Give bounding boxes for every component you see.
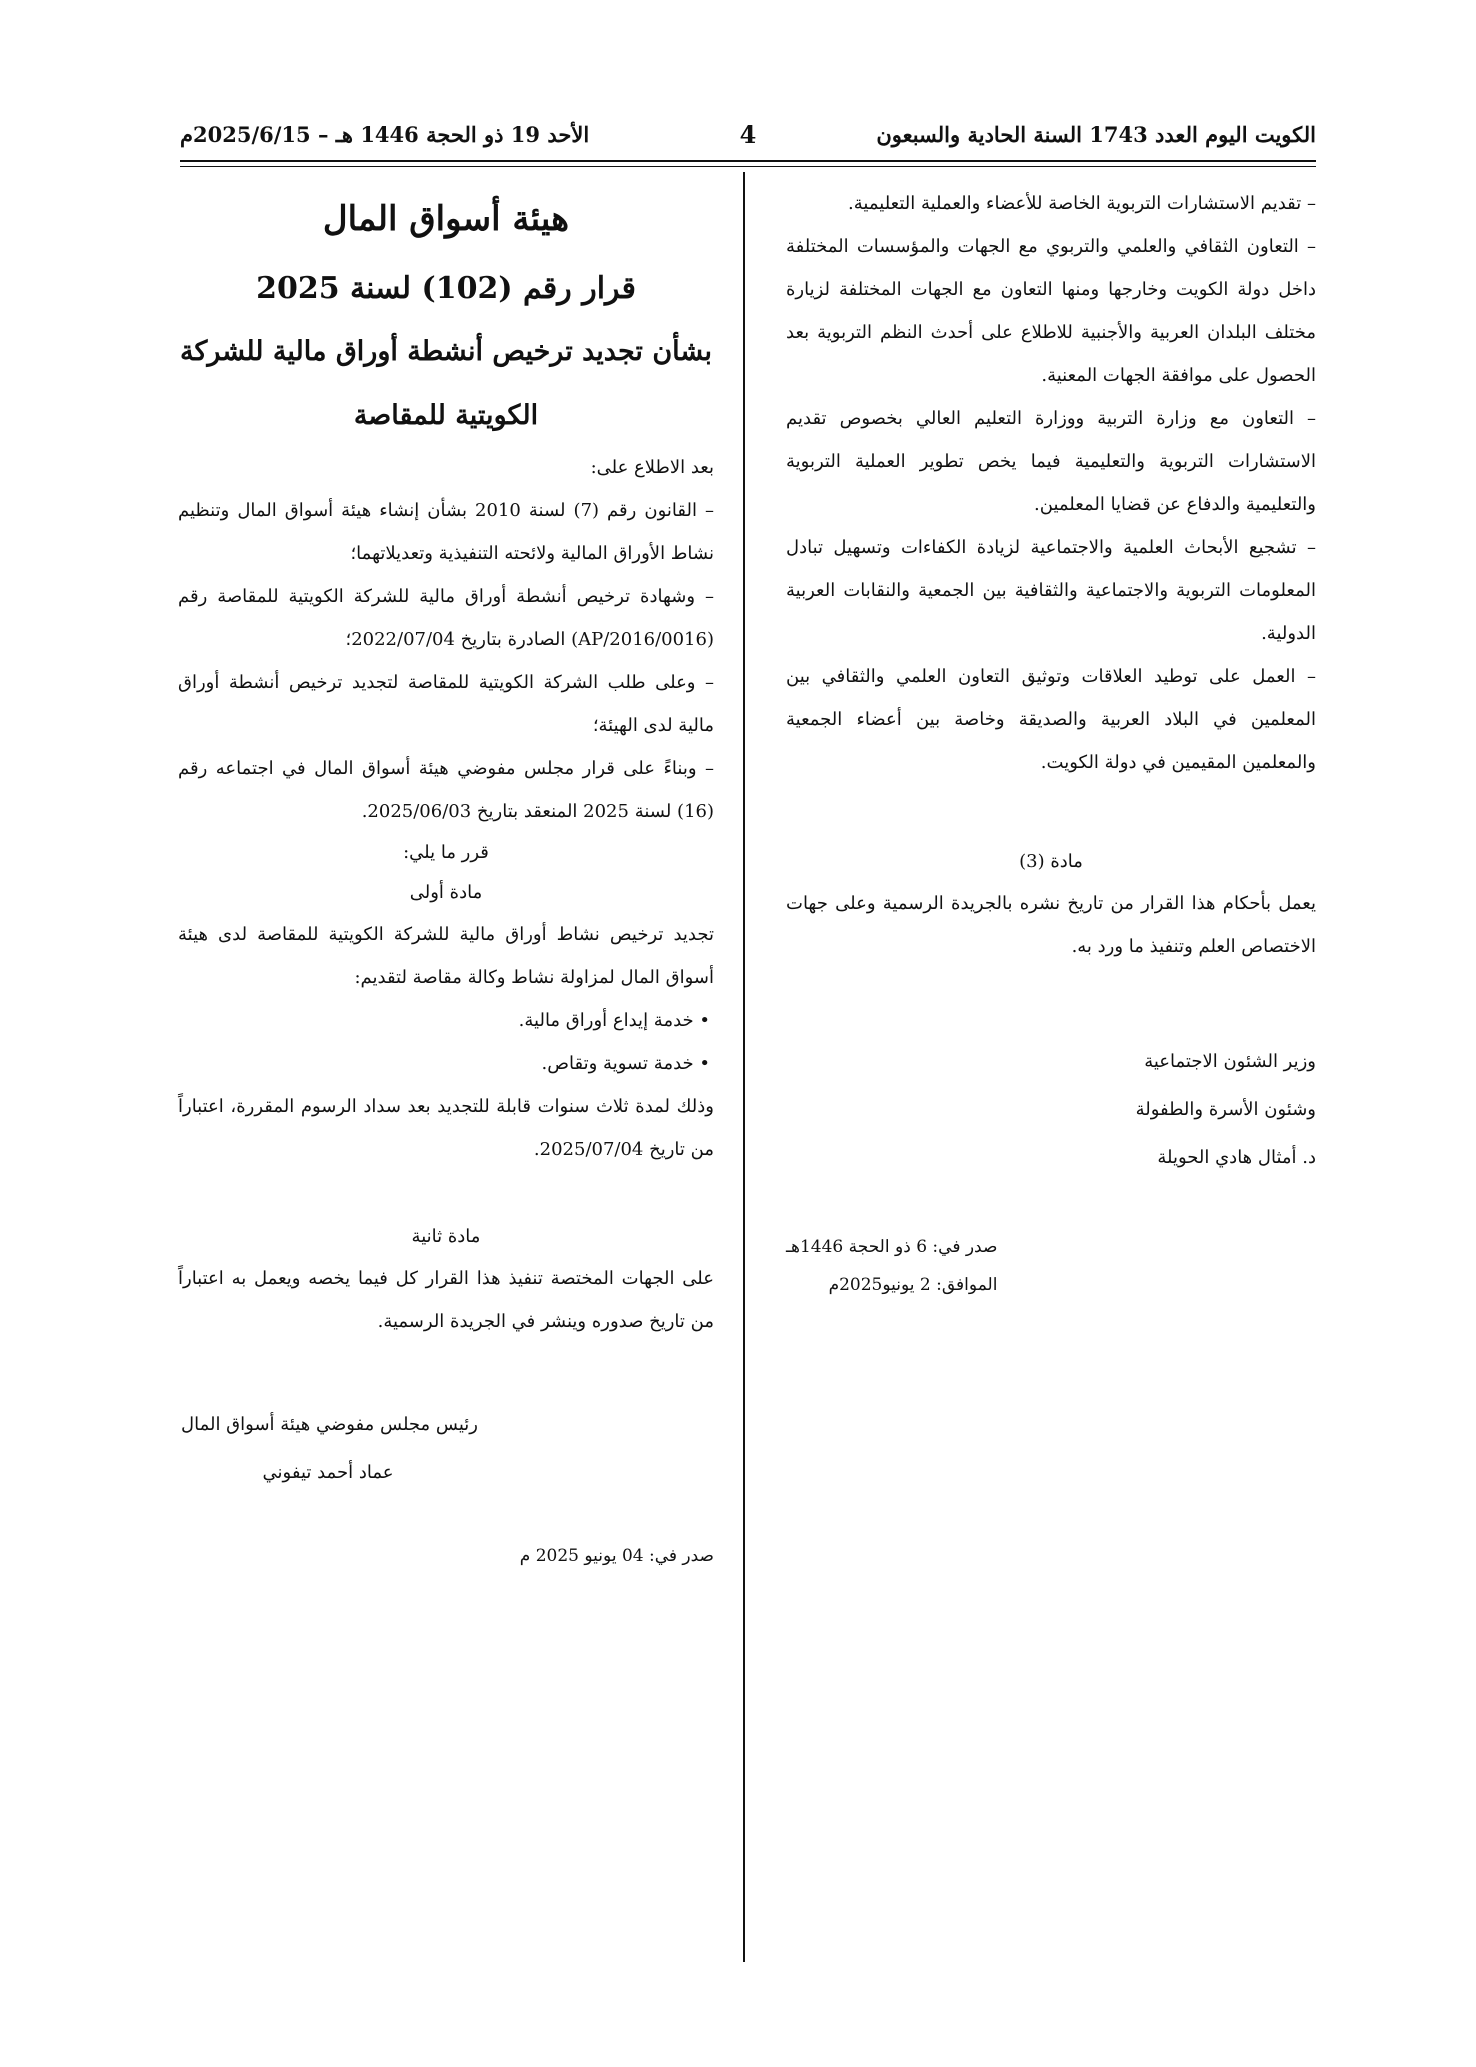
service-item: • خدمة إيداع أوراق مالية.	[518, 1010, 710, 1031]
recital: – وشهادة ترخيص أنشطة أوراق مالية للشركة الكويتية للمقاصة رقم (AP/2016/0016) الصادرة بتاريخ 2022/07/04؛	[178, 586, 714, 650]
chairman-name: عماد أحمد تيفوني	[262, 1462, 394, 1483]
decision-subject-line1: بشأن تجديد ترخيص أنشطة أوراق مالية للشركة	[180, 336, 712, 367]
recital: – وبناءً على قرار مجلس مفوضي هيئة أسواق المال في اجتماعه رقم (16) لسنة 2025 المنعقد بتاريخ 2025/06/03.	[178, 758, 714, 822]
gazette-issue-info: الكويت اليوم العدد 1743 السنة الحادية والسبعون	[876, 122, 1316, 147]
authority-title: هيئة أسواق المال	[322, 199, 570, 239]
service-item: • خدمة تسوية وتقاص.	[541, 1053, 710, 1074]
issued-hijri-date: صدر في: 6 ذو الحجة 1446هـ	[786, 1237, 998, 1257]
preamble: بعد الاطلاع على:	[590, 457, 714, 478]
header-rule-thick	[180, 160, 1316, 162]
recital: – القانون رقم (7) لسنة 2010 بشأن إنشاء هيئة أسواق المال وتنظيم نشاط الأوراق المالية ولائحته التنفيذية وتعديلاتهما؛	[178, 500, 714, 564]
article-2-text: على الجهات المختصة تنفيذ هذا القرار كل فيما يخصه ويعمل به اعتباراً من تاريخ صدوره وينشر في الجريدة الرسمية.	[178, 1268, 714, 1332]
minister-title-line1: وزير الشئون الاجتماعية	[1144, 1051, 1316, 1072]
page-number: 4	[739, 120, 757, 149]
column-divider	[743, 172, 745, 1962]
issued-date: صدر في: 04 يونيو 2025 م	[519, 1546, 714, 1566]
resolved-heading: قرر ما يلي:	[403, 842, 489, 863]
header-rule-thin	[180, 166, 1316, 167]
header-date: الأحد 19 ذو الحجة 1446 هـ – 2025/6/15م	[180, 122, 590, 147]
right-column	[786, 182, 1316, 1304]
page-header	[180, 122, 1316, 162]
article-1-text: تجديد ترخيص نشاط أوراق مالية للشركة الكويتية للمقاصة لدى هيئة أسواق المال لمزاولة نشاط وكالة مقاصة لتقديم:	[178, 924, 714, 988]
list-item: – تشجيع الأبحاث العلمية والاجتماعية لزيادة الكفاءات وتسهيل تبادل المعلومات التربوية والاجتماعية والثقافية بين الجمعية والنقابات العربية الدولية.	[786, 537, 1316, 644]
decision-title: قرار رقم (102) لسنة 2025	[256, 271, 636, 306]
minister-title-line2: وشئون الأسرة والطفولة	[1135, 1099, 1316, 1120]
list-item: – تقديم الاستشارات التربوية الخاصة للأعضاء والعملية التعليمية.	[848, 193, 1316, 214]
left-column	[178, 182, 714, 1575]
issued-gregorian-date: الموافق: 2 يونيو2025م	[828, 1275, 998, 1295]
article-1-duration: وذلك لمدة ثلاث سنوات قابلة للتجديد بعد سداد الرسوم المقررة، اعتباراً من تاريخ 2025/07/04.	[178, 1096, 714, 1160]
list-item: – العمل على توطيد العلاقات وتوثيق التعاون العلمي والثقافي بين المعلمين في البلاد العربية والصديقة وخاصة بين أعضاء الجمعية والمعلمين المقيمين في دولة الكويت.	[786, 666, 1316, 773]
article-3-heading: مادة (3)	[1019, 851, 1083, 872]
minister-name: د. أمثال هادي الحويلة	[1157, 1147, 1316, 1168]
decision-subject-line2: الكويتية للمقاصة	[353, 400, 539, 431]
article-2-heading: مادة ثانية	[411, 1226, 481, 1247]
article-1-heading: مادة أولى	[409, 882, 483, 903]
chairman-title: رئيس مجلس مفوضي هيئة أسواق المال	[181, 1414, 478, 1435]
list-item: – التعاون الثقافي والعلمي والتربوي مع الجهات والمؤسسات المختلفة داخل دولة الكويت وخارجها ومنها التعاون مع الجهات المختلفة لزيارة مختلف البلدان العربية والأجنبية للاطلاع على أحدث النظم التربوية بعد الحصول على موافقة الجهات المعنية.	[786, 236, 1316, 386]
article-3-text: يعمل بأحكام هذا القرار من تاريخ نشره بالجريدة الرسمية وعلى جهات الاختصاص العلم وتنفيذ ما ورد به.	[786, 893, 1316, 957]
list-item: – التعاون مع وزارة التربية ووزارة التعليم العالي بخصوص تقديم الاستشارات التربوية والتعليمية فيما يخص تطوير العملية التربوية والتعليمية والدفاع عن قضايا المعلمين.	[786, 408, 1316, 515]
recital: – وعلى طلب الشركة الكويتية للمقاصة لتجديد ترخيص أنشطة أوراق مالية لدى الهيئة؛	[178, 672, 714, 736]
